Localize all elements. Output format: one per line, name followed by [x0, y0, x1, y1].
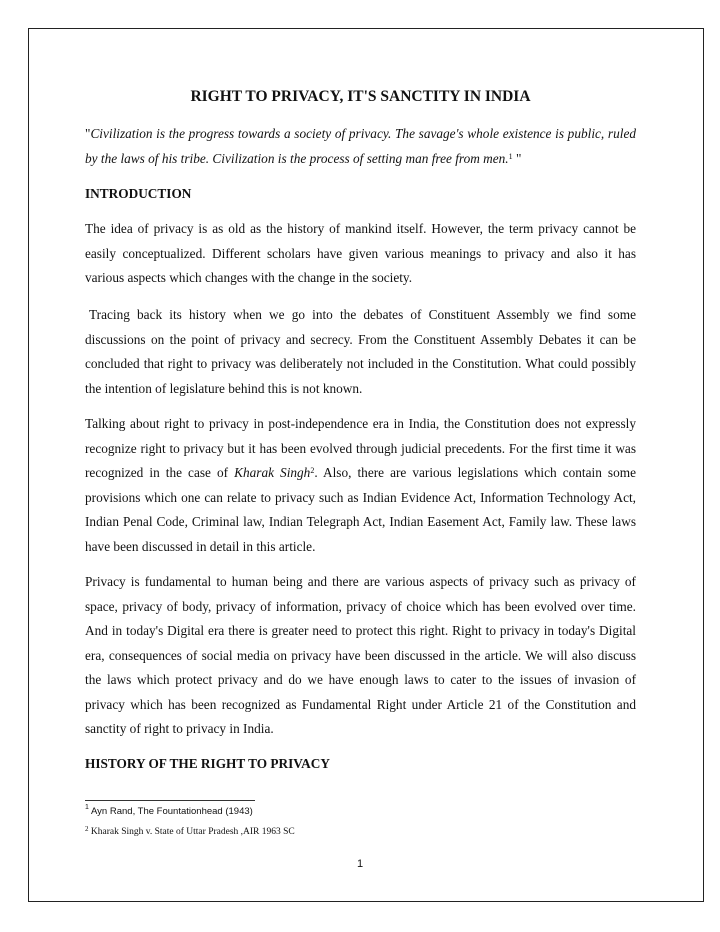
- document-title: RIGHT TO PRIVACY, IT'S SANCTITY IN INDIA: [190, 88, 531, 105]
- quote-text: Civilization is the progress towards a society of privacy. The savage's whole existence is public, ruled by the laws of his tribe. Civilization is the process of setting man free from men.: [85, 126, 636, 166]
- epigraph-quote: [85, 122, 636, 171]
- footnote-separator: [85, 800, 255, 801]
- footnote-ref-1: 1: [508, 151, 513, 161]
- history-heading: HISTORY OF THE RIGHT TO PRIVACY: [85, 756, 330, 771]
- paragraph-3: [85, 412, 636, 559]
- introduction-heading: INTRODUCTION: [85, 186, 192, 201]
- footnote-1: [85, 806, 253, 817]
- case-name: Kharak Singh: [234, 465, 311, 480]
- quote-open-mark: ": [85, 126, 91, 141]
- footnote-2-text: Kharak Singh v. State of Uttar Pradesh ,AIR 1963 SC: [88, 827, 295, 837]
- footnote-2: [85, 827, 295, 837]
- footnote-1-number: 1: [85, 804, 89, 811]
- quote-close-mark: ": [512, 150, 522, 166]
- paragraph-1: The idea of privacy is as old as the history of mankind itself. However, the term privacy cannot be easily conceptualized. Different scholars have given various meanings to privacy and also it has various aspects which changes with the change in the society.: [85, 221, 636, 285]
- footnote-ref-2: 2: [310, 466, 315, 475]
- footnote-1-text: Ayn Rand, The Fountationhead (1943): [88, 806, 253, 817]
- page-number: 1: [356, 858, 364, 870]
- footnote-2-number: 2: [85, 825, 89, 833]
- paragraph-4: Privacy is fundamental to human being and there are various aspects of privacy such as privacy of space, privacy of body, privacy of information, privacy of choice which has been evolved over time. And in today's Digital era there is greater need to protect this right. Right to privacy in today's Digital era, consequences of social media on privacy have been discussed in the article. We will also discuss the laws which protect privacy and do we have enough laws to cater to the issues of invasion of privacy which has been recognized as Fundamental Right under Article 21 of the Constitution and sanctity of right to privacy in India.: [85, 574, 636, 736]
- paragraph-3-after: . Also, there are various legislations which contain some provisions which one can relate to privacy such as Indian Evidence Act, Information Technology Act, Indian Penal Code, Criminal law, Indian Telegraph Act, Indian Easement Act, Family law. These laws have been discussed in detail in this article.: [85, 465, 636, 554]
- paragraph-2: Tracing back its history when we go into the debates of Constituent Assembly we find some discussions on the point of privacy and secrecy. From the Constituent Assembly Debates it can be concluded that right to privacy was deliberately not included in the Constitution. What could possibly the intention of legislature behind this is not known.: [85, 307, 636, 396]
- paragraph-3-before: Talking about right to privacy in post-independence era in India, the Constitution does not expressly recognize right to privacy but it has been evolved through judicial precedents. For the first time it was recognized in the case of: [85, 416, 636, 480]
